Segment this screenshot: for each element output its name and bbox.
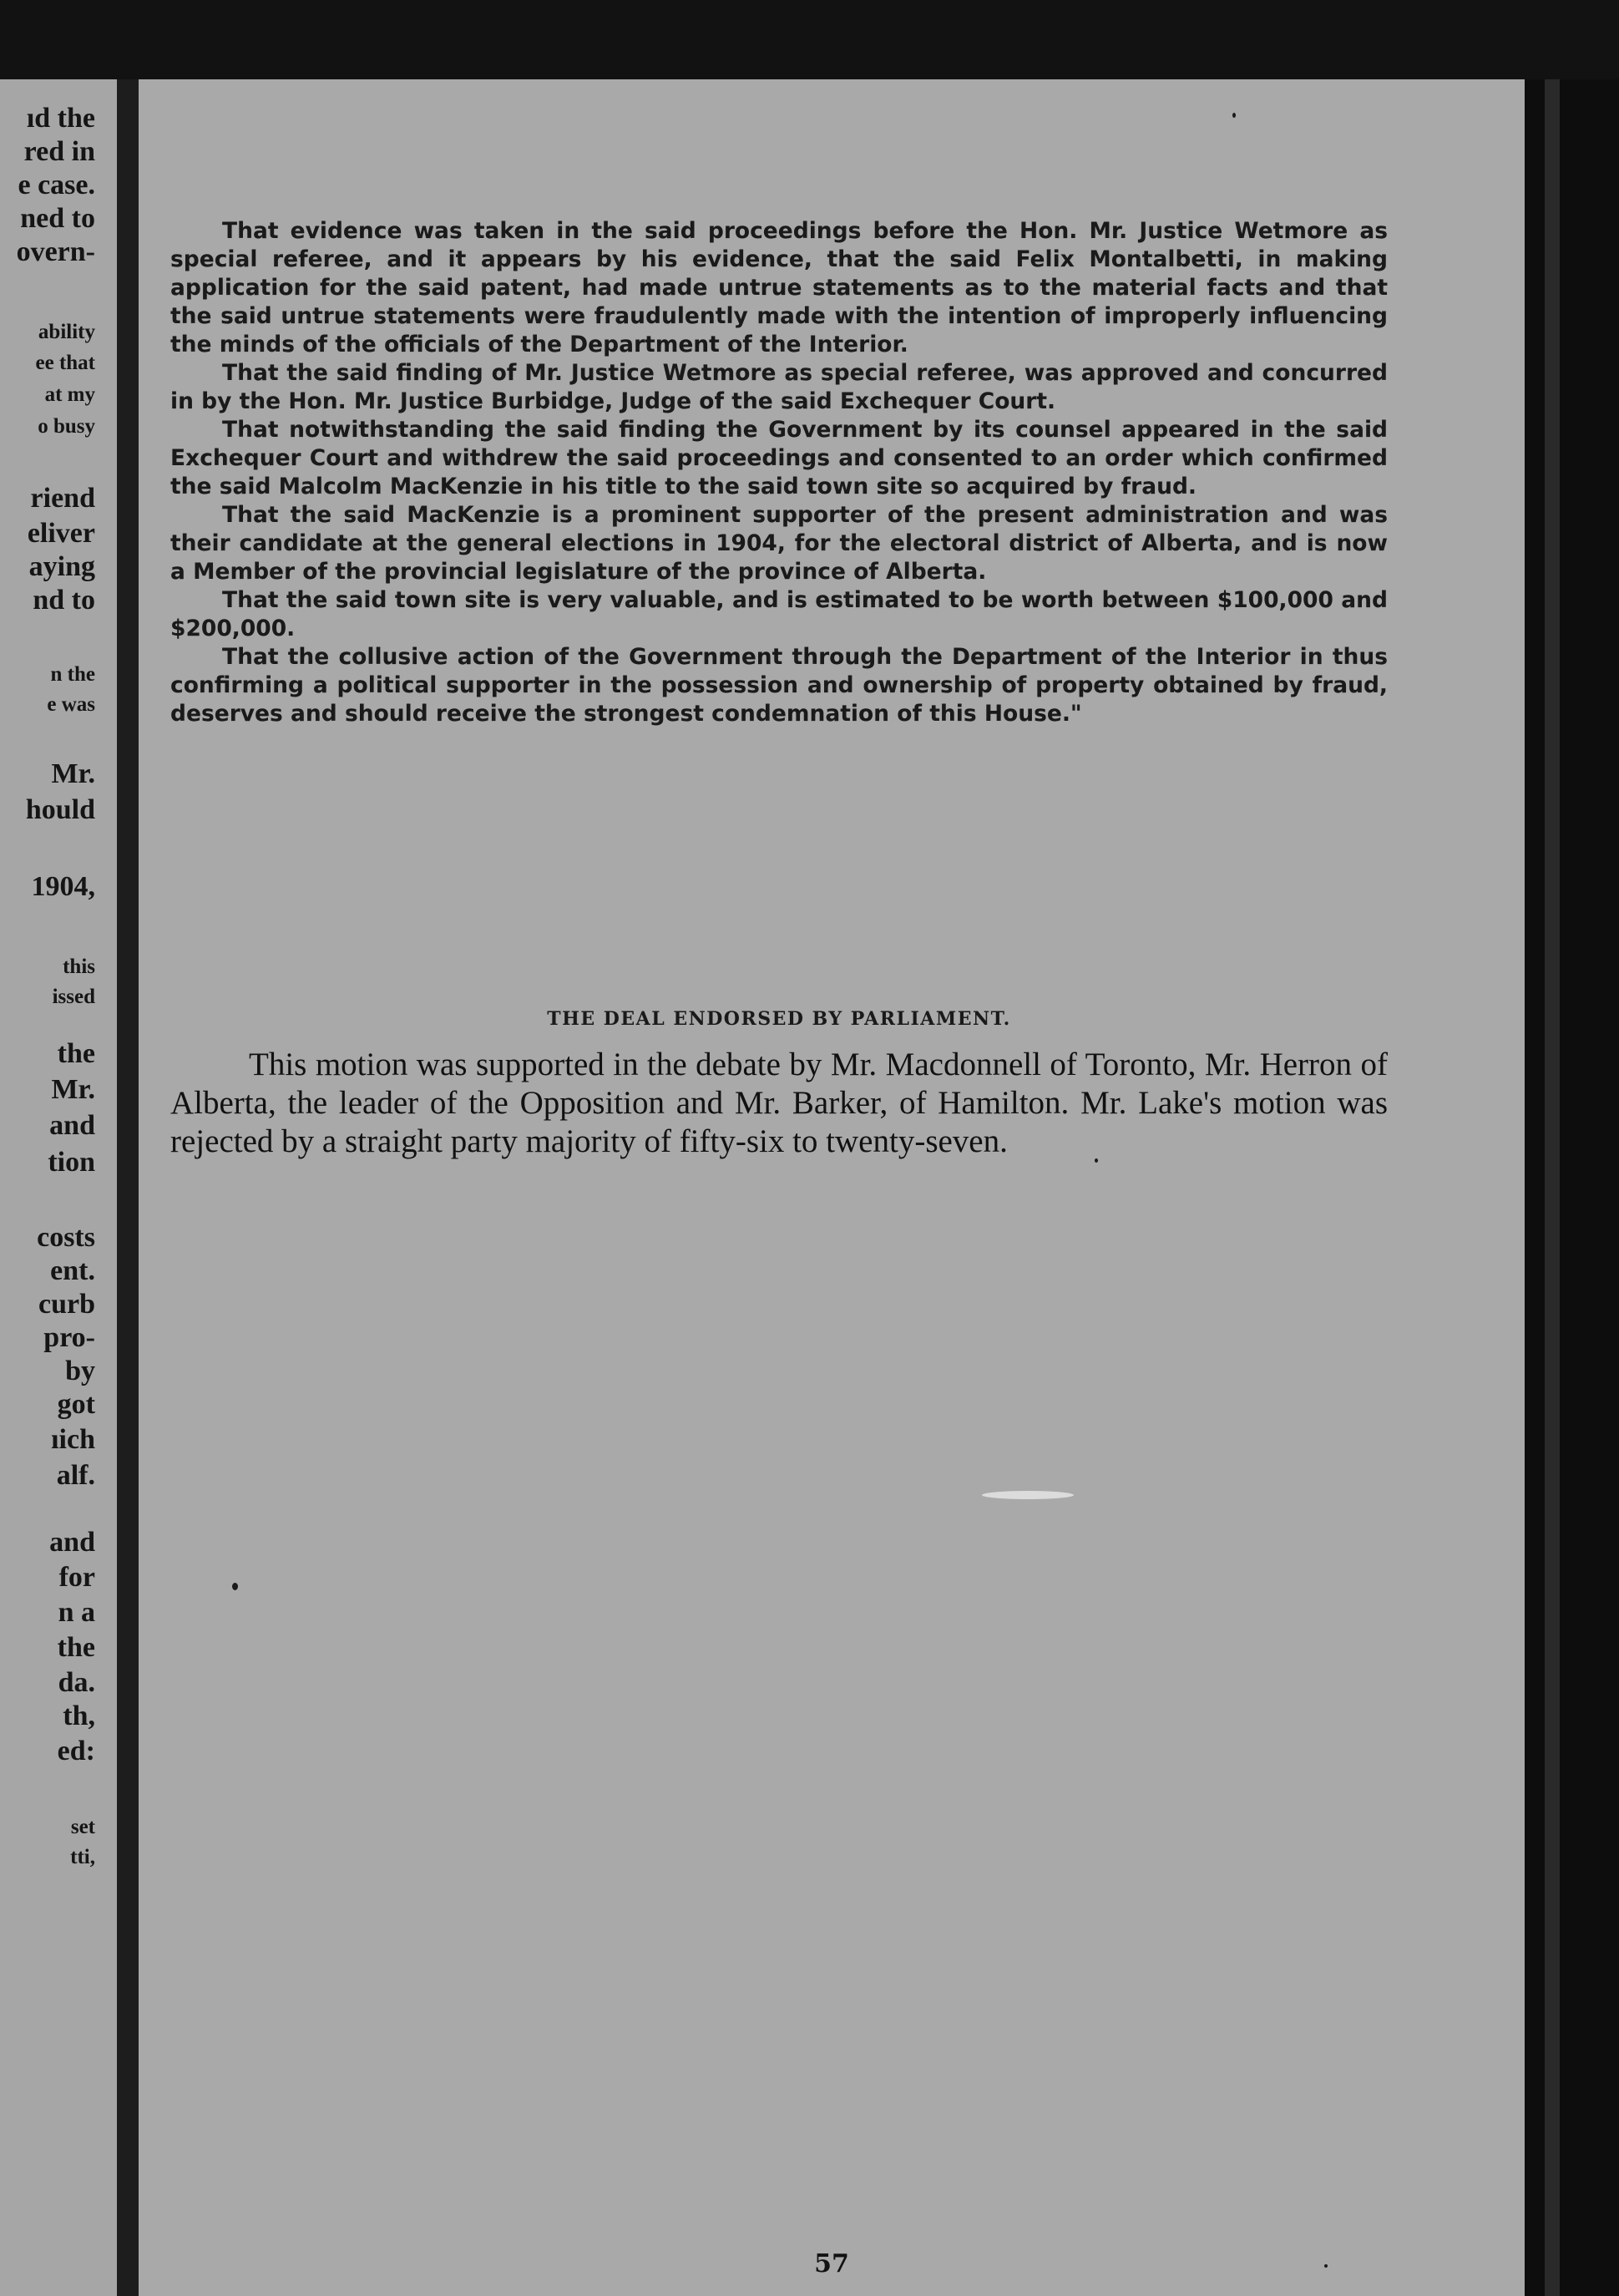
facing-page-text: hould [25,794,95,825]
facing-page-text: 1904, [31,871,95,902]
facing-page-text: and [49,1110,95,1141]
quote-paragraph: That the collusive action of the Government through the Department of the Interior in thus confirming a political supporter in the possession and ownership of property obtained by fraud, deserves and should receive the strongest condemnation of this House." [170,644,1388,727]
facing-page-text: pro- [43,1322,95,1353]
facing-page-text: issed [52,986,95,1008]
facing-page-text: by [65,1356,95,1386]
facing-page-text: at my [44,383,95,406]
facing-page-text: da. [58,1667,95,1698]
facing-page-text: ıich [51,1424,95,1455]
facing-page-fragment [0,79,117,2296]
page-gutter [117,79,139,2296]
facing-page-text: e case. [18,170,95,200]
facing-page-text: tion [48,1147,95,1178]
facing-page-text: n a [58,1597,95,1628]
quoted-resolution [170,217,1388,728]
facing-page-text: Mr. [51,758,95,789]
facing-page-text: this [63,955,95,978]
facing-page-text: n the [50,663,95,686]
print-speck [232,1583,238,1590]
facing-page-text: ent. [50,1255,95,1286]
print-speck [1232,113,1236,118]
facing-page-text: eliver [27,518,95,549]
print-speck [1095,1158,1098,1163]
facing-page-text: o busy [38,415,95,438]
facing-page-text: the [57,1038,95,1069]
facing-page-text: aying [28,551,95,582]
print-speck [1324,2264,1328,2268]
body-paragraph: This motion was supported in the debate by Mr. Macdonnell of Toronto, Mr. Herron of Alberta, the leader of the Opposition and Mr. Barker, of Hamilton. Mr. Lake's motion was rejected by a straight party majority of fifty-six to twenty-seven. [170,1047,1388,1159]
facing-page-text: th, [63,1700,95,1731]
facing-page-text: and [49,1527,95,1558]
facing-page-text: Mr. [51,1074,95,1105]
facing-page-text: ed: [57,1736,95,1766]
print-blemish [982,1491,1074,1499]
facing-page-text: ability [38,321,95,343]
facing-page-text: overn- [16,236,95,267]
quote-paragraph: That the said finding of Mr. Justice Wetmore as special referee, was approved and concurred in by the Hon. Mr. Justice Burbidge, Judge of the said Exchequer Court. [170,360,1388,414]
facing-page-text: nd to [33,585,95,616]
page-number: 57 [814,2249,849,2278]
facing-page-text: red in [23,136,95,167]
facing-page-text: e was [47,693,95,716]
facing-page-text: costs [37,1222,95,1253]
facing-page-text: ıd the [26,103,95,134]
quote-paragraph: That the said town site is very valuable, and is estimated to be worth between $100,000 and $200,000. [170,587,1388,641]
quote-paragraph: That notwithstanding the said finding the Government by its counsel appeared in the said Exchequer Court and withdrew the said proceedings and consented to an order which confirmed the said Malcolm MacKenzie in his title to the said town site so acquired by fraud. [170,417,1388,499]
scan-edge [1525,79,1619,2296]
facing-page-text: alf. [56,1460,95,1491]
facing-page-text: got [57,1389,95,1420]
quote-paragraph: That the said MacKenzie is a prominent supporter of the present administration and was their candidate at the general elections in 1904, for the electoral district of Alberta, and is now a Member of the provincial legislature of the province of Alberta. [170,502,1388,585]
facing-page-text: curb [38,1289,95,1320]
facing-page-text: for [58,1562,95,1593]
facing-page-text: the [57,1632,95,1663]
facing-page-text: ee that [35,352,95,374]
quote-paragraph: That evidence was taken in the said proceedings before the Hon. Mr. Justice Wetmore as special referee, and it appears by his evidence, that the said Felix Montalbetti, in making application for the said patent, had made untrue statements as to the material facts and that the said untrue statements were fraudulently made with the intention of improperly influencing the minds of the officials of the Department of the Interior. [170,218,1388,357]
facing-page-text: tti, [70,1846,95,1868]
document-page [139,79,1525,2296]
section-heading: THE DEAL ENDORSED BY PARLIAMENT. [547,1008,1011,1030]
facing-page-text: ned to [20,203,95,234]
facing-page-text: set [70,1816,95,1838]
facing-page-text: riend [30,483,95,514]
